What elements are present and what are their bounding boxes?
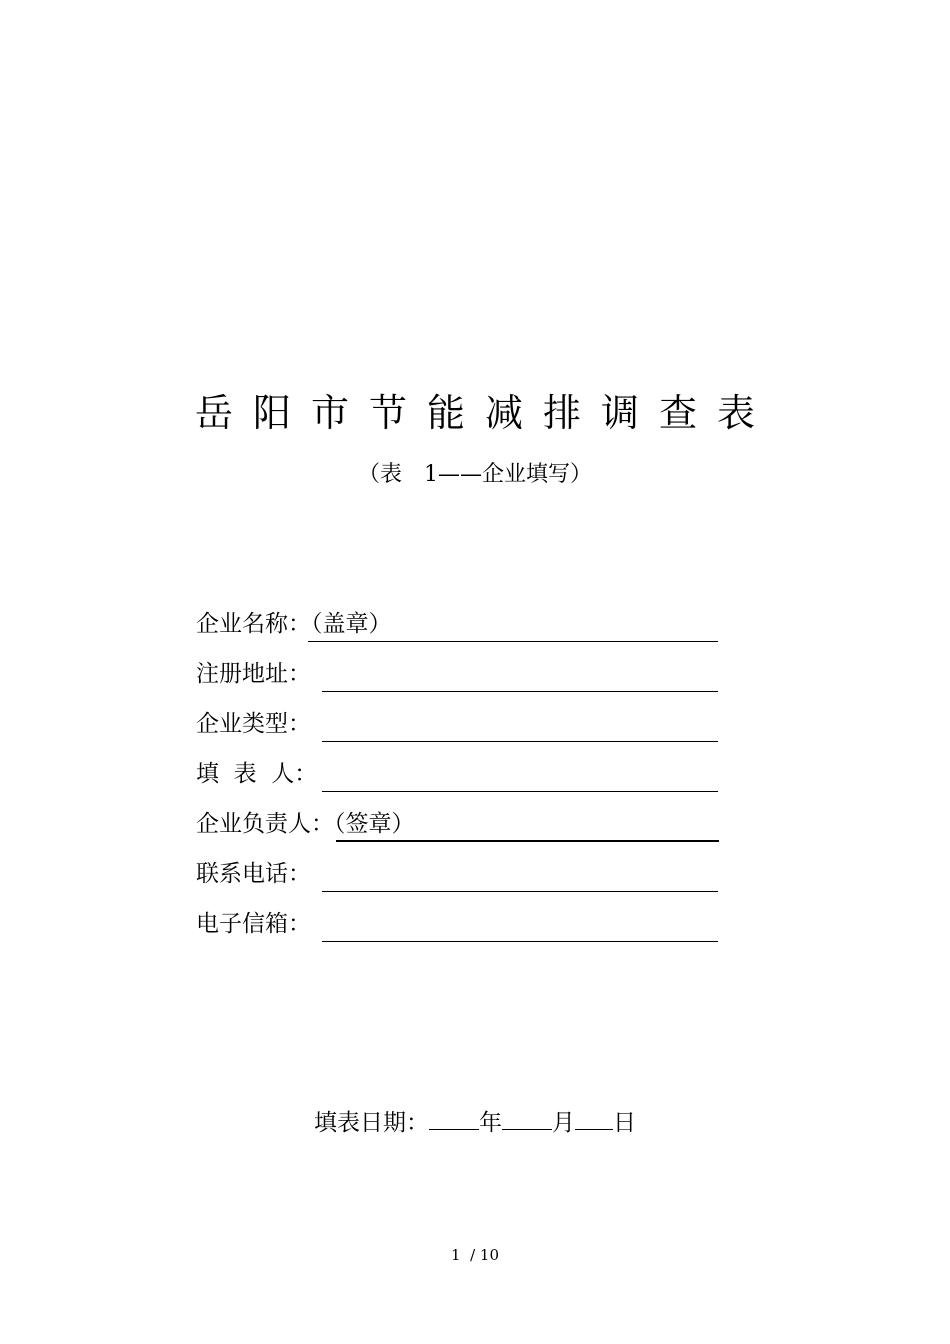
responsible-person-field[interactable] (336, 840, 719, 842)
phone-field[interactable] (322, 891, 718, 892)
document-subtitle: （表 1——企业填写） (358, 462, 592, 487)
fill-date-label: 填表日期： (314, 1110, 429, 1136)
filled-by-label: 填 表 人： (196, 761, 318, 787)
phone-label: 联系电话： (196, 861, 311, 887)
form-row-phone (196, 855, 726, 905)
form-row-email (196, 905, 726, 955)
document-title: 岳阳市节能减排调查表 (194, 391, 775, 435)
company-name-field[interactable] (308, 641, 718, 642)
enterprise-info-form (196, 605, 726, 955)
form-row-company-name (196, 605, 726, 655)
registered-address-field[interactable] (322, 691, 718, 692)
company-type-label: 企业类型： (196, 711, 311, 737)
fill-date-line (0, 1103, 950, 1141)
email-label: 电子信箱： (196, 911, 311, 937)
responsible-person-label: 企业负责人：（签章） (196, 811, 415, 837)
page-indicator: 1 / 10 (451, 1246, 499, 1264)
company-type-field[interactable] (322, 741, 718, 742)
form-row-responsible-person (196, 805, 726, 855)
registered-address-label: 注册地址： (196, 661, 311, 687)
form-row-company-type (196, 705, 726, 755)
day-blank[interactable] (575, 1103, 613, 1130)
year-blank[interactable] (429, 1103, 479, 1130)
email-field[interactable] (322, 941, 718, 942)
month-blank[interactable] (502, 1103, 552, 1130)
form-row-registered-address (196, 655, 726, 705)
month-unit: 月 (552, 1110, 575, 1136)
year-unit: 年 (479, 1110, 502, 1136)
filled-by-field[interactable] (322, 791, 718, 792)
form-row-filled-by (196, 755, 726, 805)
company-name-label: 企业名称：（盖章） (196, 611, 392, 637)
day-unit: 日 (613, 1110, 636, 1136)
